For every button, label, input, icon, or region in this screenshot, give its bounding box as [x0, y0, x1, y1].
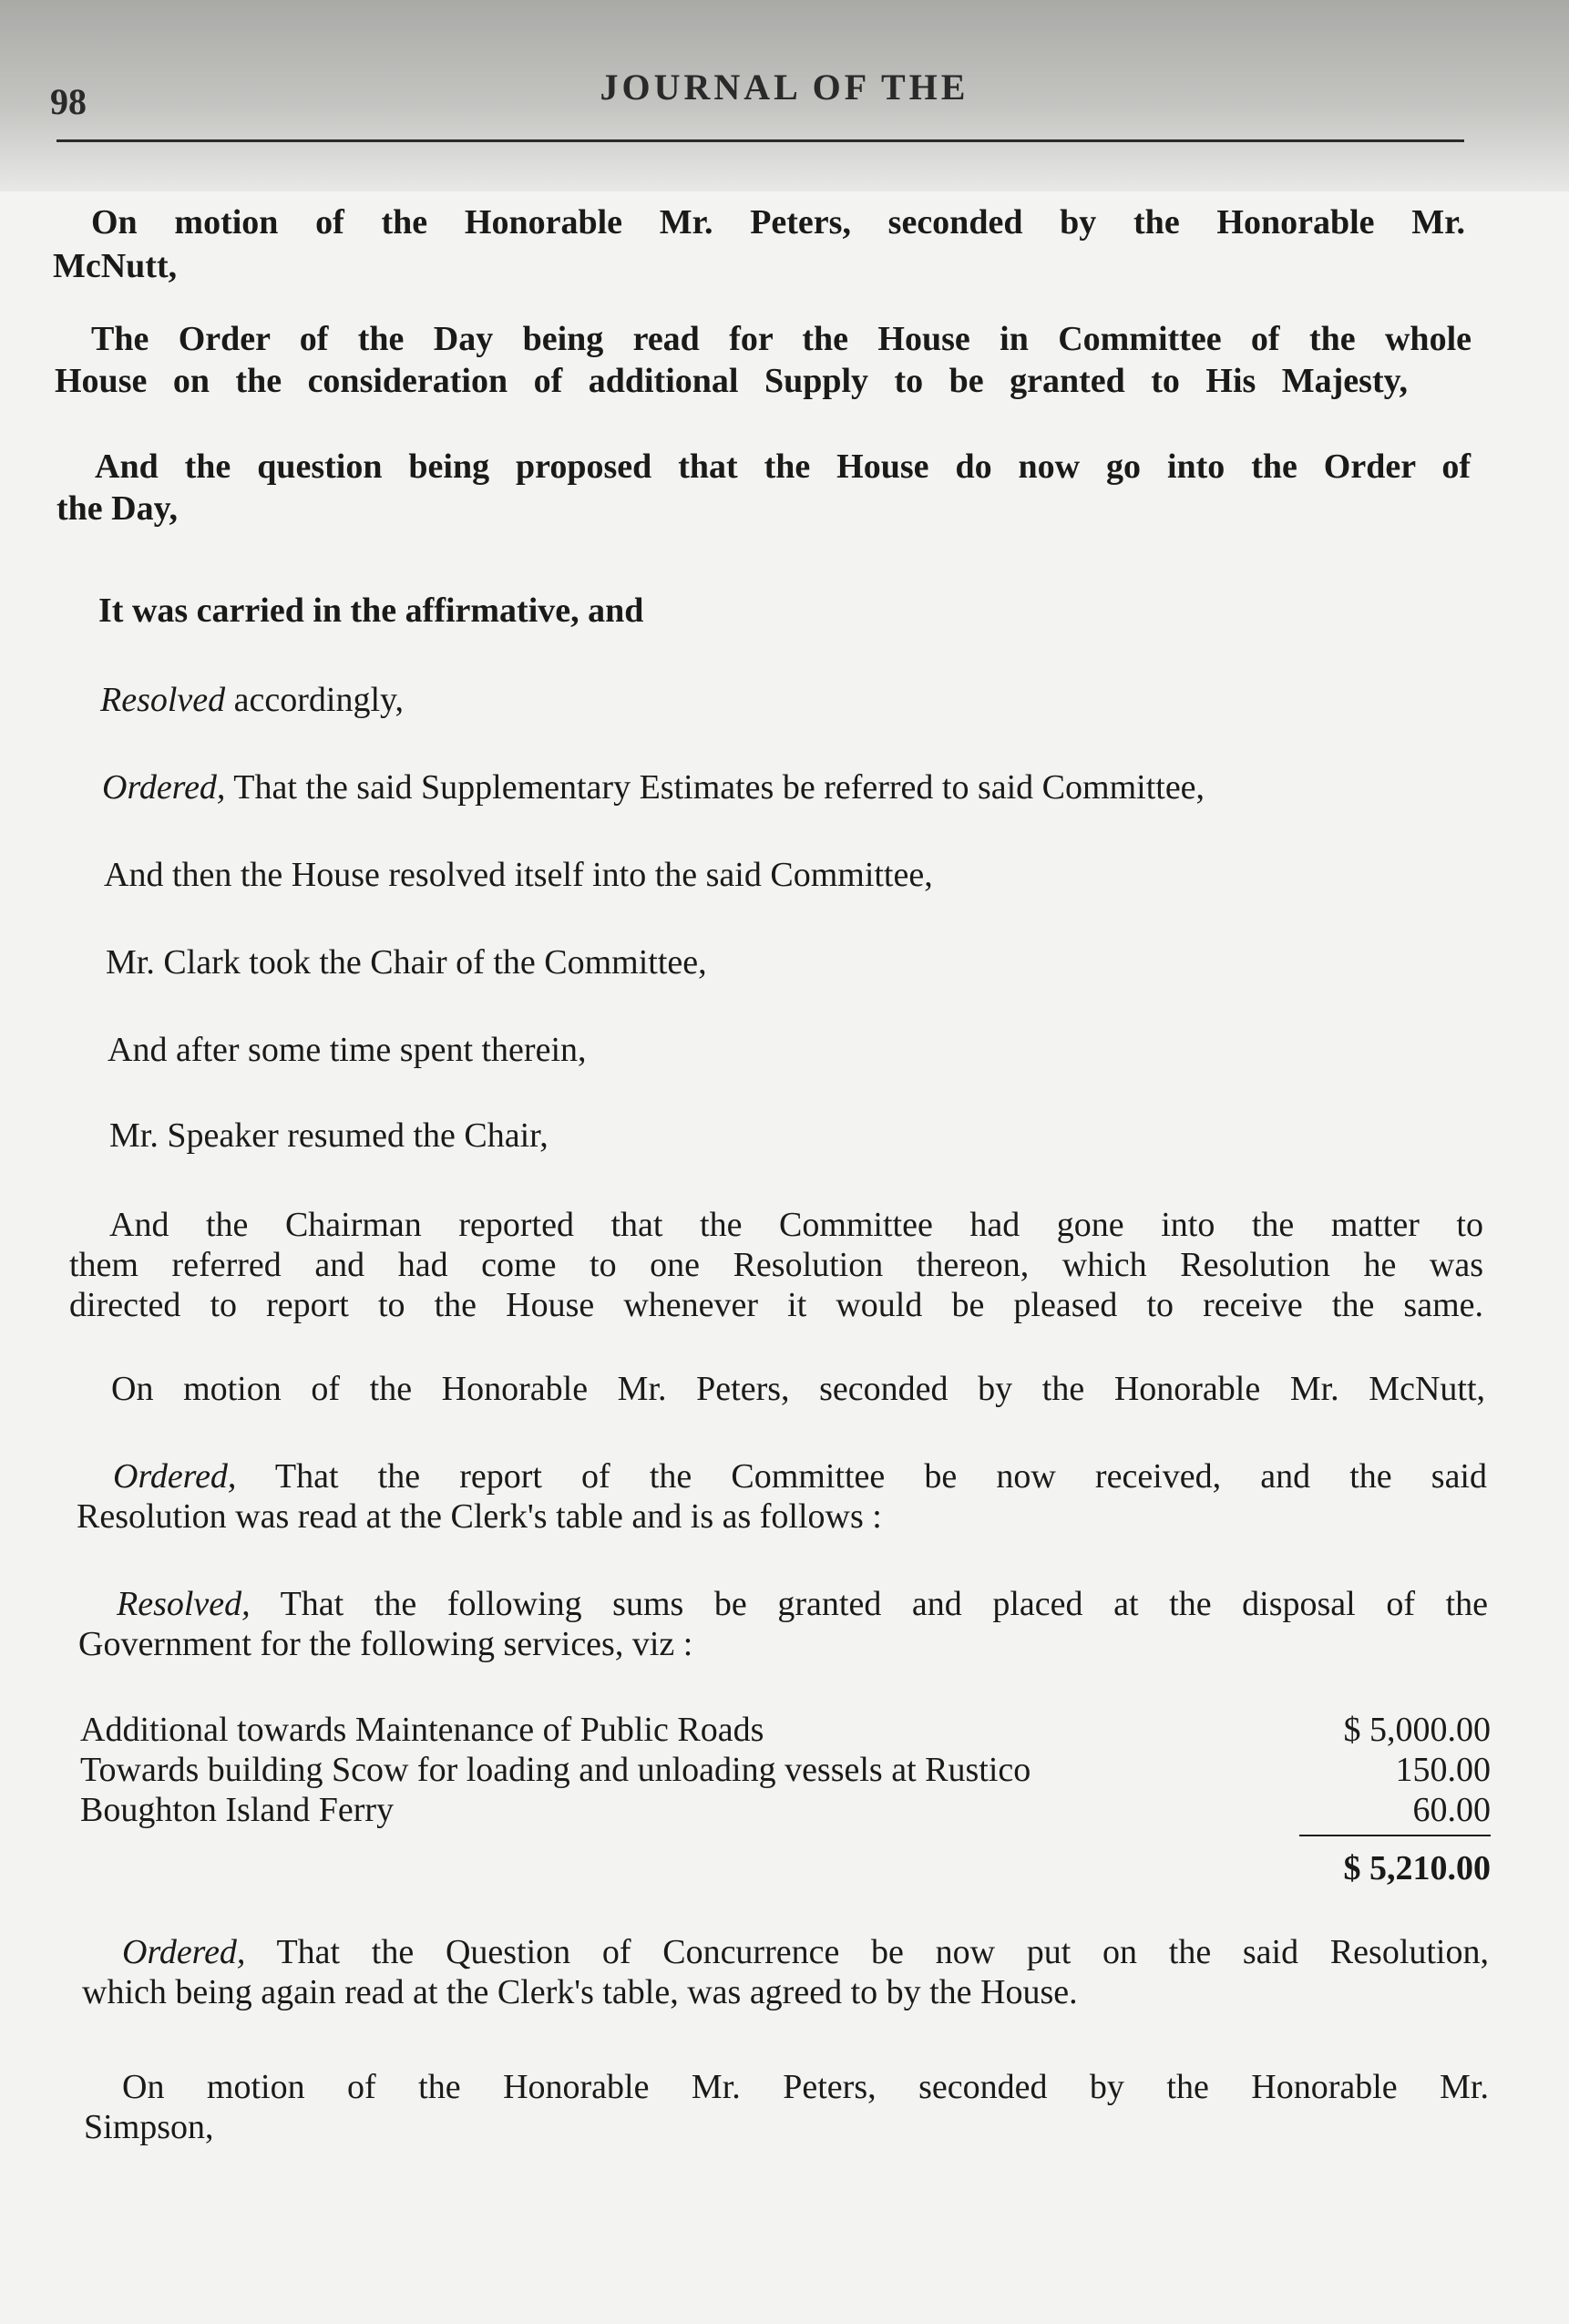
line-text: That the following sums be granted and placed at the disposal of the [250, 1585, 1488, 1623]
sum-total-amount: $ 5,210.00 [1343, 1849, 1491, 1887]
paragraph-line: Resolution was read at the Clerk's table and is as follows : [77, 1497, 882, 1536]
paragraph-line: House on the consideration of additional Supply to be granted to His Majesty, [55, 362, 1408, 400]
lead-word: Ordered, [122, 1933, 246, 1971]
paragraph-line: the Day, [56, 489, 178, 528]
sum-item-amount: 150.00 [1395, 1751, 1491, 1789]
page-number: 98 [50, 81, 87, 122]
paragraph-line [113, 1456, 1487, 1496]
paragraph-line: directed to report to the House whenever it would be pleased to receive the same. [69, 1286, 1483, 1324]
paragraph-line: Government for the following services, viz : [78, 1625, 693, 1663]
paragraph-line: On motion of the Honorable Mr. Peters, seconded by the Honorable Mr. [91, 203, 1465, 242]
header-rule [56, 139, 1464, 142]
paragraph-line: And the Chairman reported that the Committee had gone into the matter to [109, 1206, 1483, 1244]
paragraph-line: And then the House resolved itself into the said Committee, [104, 856, 933, 894]
sum-item-amount: 60.00 [1412, 1791, 1491, 1829]
sum-total-rule [1299, 1835, 1491, 1836]
paragraph-line: Simpson, [84, 2108, 214, 2146]
lead-word: Ordered, [102, 768, 226, 807]
line-text: That the report of the Committee be now received, and the said [236, 1457, 1487, 1496]
sum-item-label: Additional towards Maintenance of Public Roads [80, 1711, 764, 1749]
line-text: accordingly, [225, 681, 405, 719]
paragraph-line: And after some time spent therein, [108, 1031, 587, 1069]
line-text: That the Question of Concurrence be now put on the said Resolution, [245, 1933, 1489, 1971]
running-title: JOURNAL OF THE [600, 67, 969, 108]
paragraph-line: On motion of the Honorable Mr. Peters, seconded by the Honorable Mr. McNutt, [111, 1370, 1485, 1408]
paragraph-line: them referred and had come to one Resolution thereon, which Resolution he was [69, 1246, 1483, 1284]
paragraph-line [100, 680, 404, 720]
paragraph-line: On motion of the Honorable Mr. Peters, seconded by the Honorable Mr. [122, 2068, 1489, 2106]
paragraph-line: The Order of the Day being read for the House in Committee of the whole [91, 320, 1472, 358]
line-text: That the said Supplementary Estimates be referred to said Committee, [225, 768, 1205, 807]
sum-item-label: Boughton Island Ferry [80, 1791, 395, 1829]
lead-word: Ordered, [113, 1457, 237, 1496]
paragraph-line: And the question being proposed that the House do now go into the Order of [95, 447, 1471, 486]
paragraph-line [122, 1932, 1489, 1972]
paragraph-line: It was carried in the affirmative, and [98, 591, 644, 630]
lead-word: Resolved [100, 681, 226, 719]
paragraph-line: which being again read at the Clerk's table, was agreed to by the House. [82, 1973, 1078, 2011]
paragraph-line: Mr. Clark took the Chair of the Committee, [106, 943, 707, 982]
paragraph-line [102, 767, 1205, 807]
sum-item-label: Towards building Scow for loading and unloading vessels at Rustico [80, 1751, 1031, 1789]
sum-item-amount: $ 5,000.00 [1343, 1711, 1491, 1749]
paragraph-line: McNutt, [53, 247, 178, 285]
paragraph-line [117, 1584, 1488, 1624]
paragraph-line: Mr. Speaker resumed the Chair, [109, 1116, 549, 1155]
lead-word: Resolved, [117, 1585, 251, 1623]
